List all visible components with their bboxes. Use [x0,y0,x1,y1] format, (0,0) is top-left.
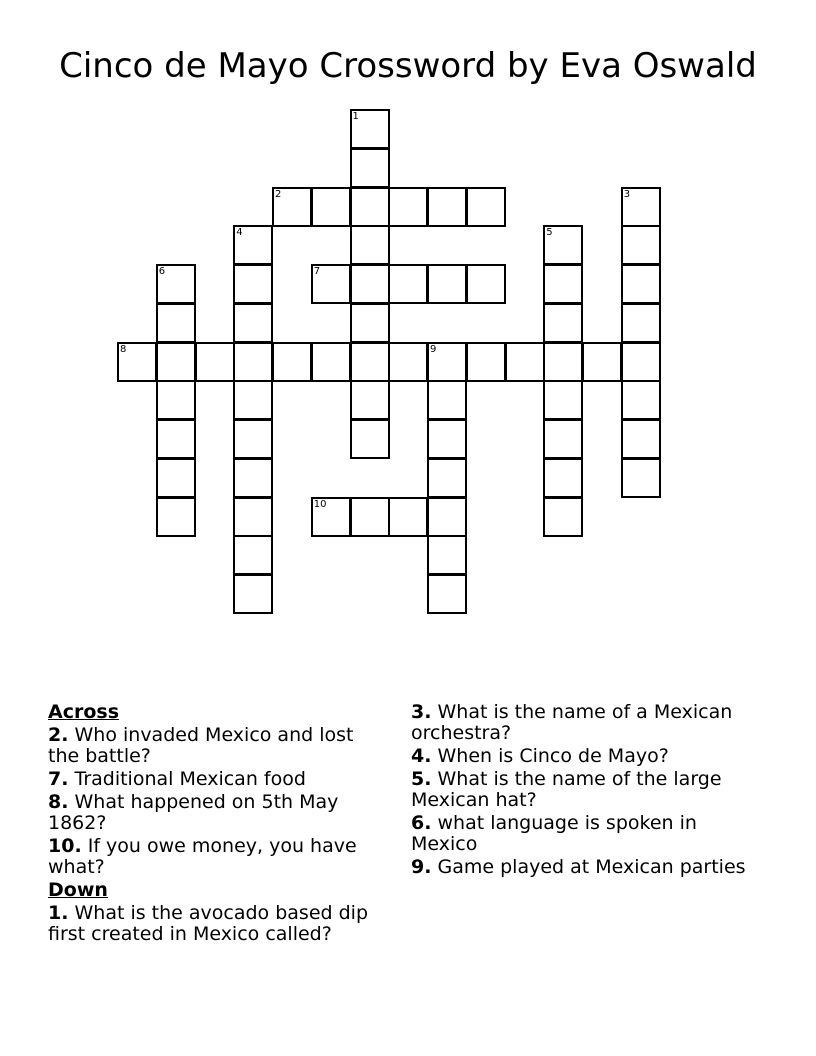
clue-item [48,792,388,834]
grid-cell[interactable] [582,342,622,382]
grid-cell[interactable] [466,342,506,382]
grid-cell[interactable] [350,187,390,227]
clue-item-number: 2. [48,724,69,746]
clue-item-text: Who invaded Mexico and lost the battle? [48,724,354,767]
grid-cell[interactable] [543,497,583,537]
grid-cell[interactable] [233,225,273,265]
clue-item-number: 6. [411,812,432,834]
grid-cell[interactable] [621,303,661,343]
grid-cell[interactable] [621,458,661,498]
grid-cell[interactable] [117,342,157,382]
clue-item [411,769,751,811]
clue-item-text: what language is spoken in Mexico [411,812,697,855]
clue-item [48,903,388,945]
grid-cell[interactable] [427,574,467,614]
clue-item-number: 10. [48,835,82,857]
grid-cell[interactable] [350,342,390,382]
clue-item-text: If you owe money, you have what? [48,835,357,878]
clue-number: 5 [546,227,553,239]
grid-cell[interactable] [311,187,351,227]
grid-cell[interactable] [156,458,196,498]
clue-item-number: 8. [48,791,69,813]
grid-cell[interactable] [543,458,583,498]
grid-cell[interactable] [427,419,467,459]
clue-number: 4 [236,227,243,239]
clue-item-text: What is the name of a Mexican orchestra? [411,701,733,744]
clues-right-column [411,702,751,880]
grid-cell[interactable] [156,497,196,537]
clue-item-number: 9. [411,856,432,878]
clue-number: 6 [158,266,166,277]
clue-item [411,746,751,767]
grid-cell[interactable] [272,187,312,227]
grid-cell[interactable] [156,264,196,304]
page-title: Cinco de Mayo Crossword by Eva Oswald [59,46,757,86]
clue-item-text: What is the name of the large Mexican hat? [411,768,722,811]
grid-cell[interactable] [621,264,661,304]
grid-cell[interactable] [466,187,506,227]
clue-number: 7 [313,266,321,277]
grid-cell[interactable] [350,380,390,420]
grid-cell[interactable] [350,148,390,188]
clue-number: 8 [120,343,127,355]
grid-cell[interactable] [350,419,390,459]
clue-item-number: 7. [48,768,69,790]
grid-cell[interactable] [427,535,467,575]
grid-cell[interactable] [621,380,661,420]
grid-cell[interactable] [388,264,428,304]
grid-cell[interactable] [505,342,545,382]
grid-cell[interactable] [156,419,196,459]
grid-cell[interactable] [466,264,506,304]
clue-number: 1 [352,111,359,122]
grid-cell[interactable] [427,497,467,537]
grid-cell[interactable] [621,419,661,459]
clue-number: 10 [313,498,327,510]
grid-cell[interactable] [350,497,390,537]
grid-cell[interactable] [427,458,467,498]
grid-cell[interactable] [621,187,661,227]
clue-item [48,836,388,878]
grid-cell[interactable] [388,497,428,537]
clue-item-text: When is Cinco de Mayo? [437,745,669,767]
grid-cell[interactable] [543,264,583,304]
clue-item-number: 4. [411,745,432,767]
grid-cell[interactable] [233,535,273,575]
grid-cell[interactable] [311,342,351,382]
clue-number: 2 [275,188,282,200]
clues-left-column [48,702,388,947]
grid-cell[interactable] [543,225,583,265]
clue-heading: Across [48,701,120,723]
grid-cell[interactable] [350,225,390,265]
clue-item-number: 3. [411,701,432,723]
grid-cell[interactable] [427,380,467,420]
clue-item-text: Game played at Mexican parties [437,856,746,878]
grid-cell[interactable] [233,264,273,304]
grid-cell[interactable] [156,342,196,382]
clue-item-text: What is the avocado based dip first created in Mexico called? [48,902,369,945]
grid-cell[interactable] [543,380,583,420]
grid-cell[interactable] [621,342,661,382]
grid-cell[interactable] [233,497,273,537]
grid-cell[interactable] [311,264,351,304]
grid-cell[interactable] [427,264,467,304]
clue-item [411,813,751,855]
clue-heading: Down [48,879,108,901]
grid-cell[interactable] [195,342,235,382]
grid-cell[interactable] [233,342,273,382]
clue-item-number: 1. [48,902,69,924]
grid-cell[interactable] [543,342,583,382]
clue-item [48,725,388,767]
grid-cell[interactable] [350,264,390,304]
grid-cell[interactable] [427,187,467,227]
clue-item [48,769,388,790]
grid-cell[interactable] [233,458,273,498]
grid-cell[interactable] [621,225,661,265]
grid-cell[interactable] [388,187,428,227]
grid-cell[interactable] [233,574,273,614]
clue-item-text: Traditional Mexican food [74,768,306,790]
grid-cell[interactable] [543,419,583,459]
clue-item [411,857,751,878]
grid-cell[interactable] [350,303,390,343]
grid-cell[interactable] [311,497,351,537]
grid-cell[interactable] [272,342,312,382]
clue-item [411,702,751,744]
grid-cell[interactable] [388,342,428,382]
grid-cell[interactable] [156,380,196,420]
grid-cell[interactable] [233,303,273,343]
grid-cell[interactable] [156,303,196,343]
clue-item-number: 5. [411,768,432,790]
clue-number: 9 [430,343,437,355]
grid-cell[interactable] [350,109,390,149]
grid-cell[interactable] [543,303,583,343]
clue-item-text: What happened on 5th May 1862? [48,791,339,834]
grid-cell[interactable] [427,342,467,382]
grid-cell[interactable] [233,419,273,459]
clue-number: 3 [623,188,631,200]
grid-cell[interactable] [233,380,273,420]
